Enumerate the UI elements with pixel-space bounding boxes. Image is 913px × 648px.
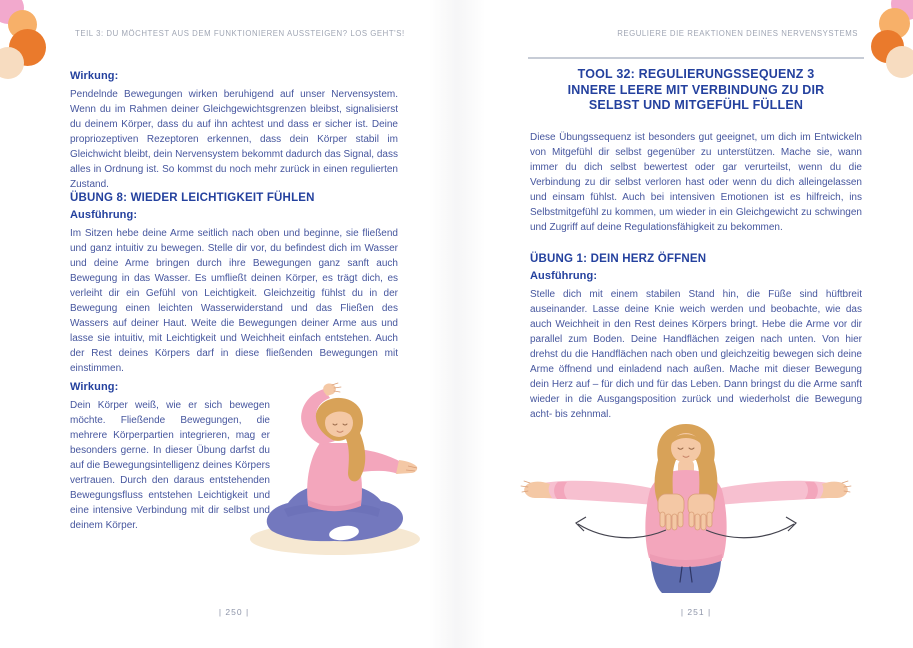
decorative-circle-peach bbox=[886, 46, 913, 78]
tool32-heading bbox=[522, 67, 870, 114]
tool32-heading-line2: INNERE LEERE MIT VERBINDUNG ZU DIR bbox=[567, 82, 825, 97]
uebung8-heading: ÜBUNG 8: WIEDER LEICHTIGKEIT FÜHLEN bbox=[70, 192, 315, 204]
page-number-right: | 251 | bbox=[680, 607, 712, 617]
ausfuehrung-heading-right: Ausführung: bbox=[530, 270, 598, 282]
ausfuehrung-heading-left: Ausführung: bbox=[70, 209, 138, 221]
page-number-left: | 250 | bbox=[218, 607, 250, 617]
running-head-right: REGULIERE DIE REAKTIONEN DEINES NERVENSYSTEMS bbox=[617, 29, 858, 38]
tool32-intro-paragraph: Diese Übungssequenz ist besonders gut geeignet, um dich im Entwickeln von Mitgefühl dir selbst gegenüber zu unterstützen. Mache sie, wann immer du dich selbst bewertest oder gar verurteilst, wenn du die Verbindung zu dir selbst verloren hast oder wenn du dich alleingelassen und einsam fühlst. Auch bei intensiven Emotionen ist es hilfreich, ins Selbstmitgefühl zu kommen, um wieder in ein Gleichgewicht zu schwingen und Zugriff auf deine Regulationsfähigkeit zu bekommen. bbox=[530, 132, 862, 233]
wirkung-heading-1: Wirkung: bbox=[70, 70, 119, 82]
ausfuehrung-paragraph-left: Im Sitzen hebe deine Arme seitlich nach oben und beginne, sie fließend und ganz intuitiv zu bewegen. Stelle dir vor, du befindest dich im Wasser und deine Arme bringen durch ihre Bewegungen ganz sanft auch Bewegung in das Wasser. Es umfließt deinen Körper, es trägt dich, es verleiht dir ein Gefühl von Leichtigkeit. Gleichzeitig fühlst du in der Bewegung einen leichten Wasserwiderstand und das Fließen des Wassers auf deiner Haut. Weite die Bewegungen deiner Arme aus und lasse sie intuitiv, mit Leichtigkeit und Weichheit einfach entstehen. Auch der Rest deines Körpers darf in diese fließenden Bewegungen mit einstimmen. bbox=[70, 228, 398, 374]
wirkung-heading-2: Wirkung: bbox=[70, 381, 119, 393]
tool32-heading-line3: SELBST UND MITGEFÜHL FÜLLEN bbox=[588, 98, 804, 112]
ausfuehrung-paragraph-right: Stelle dich mit einem stabilen Stand hin, die Füße sind hüftbreit auseinander. Lasse deine Knie weich werden und beobachte, wie das auch Weichheit in den Rest deines Körpers bringt. Hebe die Arme vor dir parallel zum Boden. Deine Handflächen zeigen nach unten. Von hier drehst du die Handflächen nach oben und gleichzeitig bewegen sich deine Arme öffnend und einladend nach außen. Mache mit dieser Bewegung dein Herz auf – für dich und für das Leben. Dann bringst du die Arme sanft wieder in die Ausgangsposition zurück und wiederholst die Bewegung acht- bis zehnmal. bbox=[530, 289, 862, 420]
wirkung-paragraph-2: Dein Körper weiß, wie er sich bewegen möchte. Fließende Bewegungen, die mehrere Körperpartien integrieren, mag er besonders gerne. In dieser Übung darfst du auf die Bewegungsintelligenz deines Körpers vertrauen. Durch den daraus entstehenden Bewegungsfluss entstehen Leichtigkeit und eine intensive Verbindung mit dir selbst und deinem Körper. bbox=[70, 400, 270, 531]
tool-box-top-rule bbox=[528, 57, 864, 59]
uebung1-heading: ÜBUNG 1: DEIN HERZ ÖFFNEN bbox=[530, 253, 707, 265]
running-head-left: TEIL 3: DU MÖCHTEST AUS DEM FUNKTIONIEREN AUSSTEIGEN? LOS GEHT'S! bbox=[75, 29, 405, 38]
tool32-heading-line1: TOOL 32: REGULIERUNGSSEQUENZ 3 bbox=[577, 67, 815, 81]
book-gutter-shadow bbox=[428, 0, 486, 648]
wirkung-paragraph-1: Pendelnde Bewegungen wirken beruhigend auf unser Nervensystem. Wenn du im Rahmen deiner Gleichgewichtsgrenzen bleibst, signalisierst du deinem Körper, dass du auf ihn achtest und dass er sicher ist. Deine propriozeptiven Rezeptoren erkennen, dass dein Körper stabil im Gleichwicht bleibt, dein Nervensystem bekommt dadurch das Signal, dass alles in Ordnung ist. So kommst du noch mehr zurück in einen regulierten Zustand. bbox=[70, 89, 398, 190]
illustration-standing-woman-open-arms bbox=[518, 410, 854, 594]
illustration-seated-woman-flowing-arms bbox=[248, 381, 423, 561]
